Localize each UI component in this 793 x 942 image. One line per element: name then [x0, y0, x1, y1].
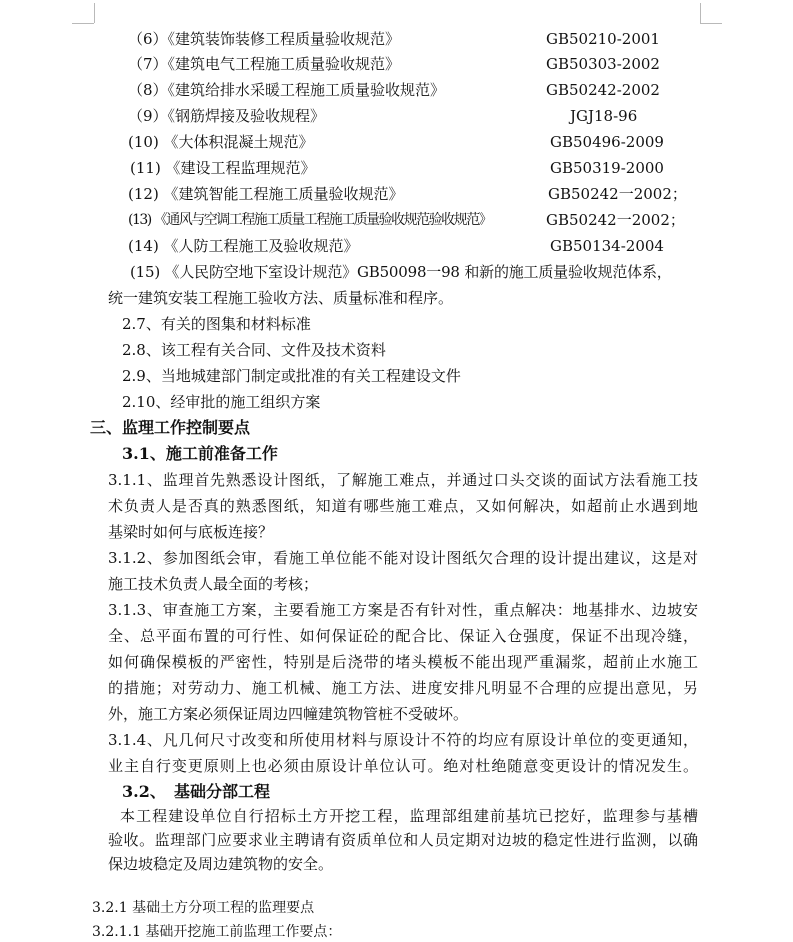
ref-6-label: （6）《建筑装饰装修工程质量验收规范》 — [128, 30, 401, 48]
ref-10-code: GB50496-2009 — [550, 133, 664, 151]
p313-line-4: 的措施；对劳动力、施工机械、施工方法、进度安排凡明显不合理的应提出意见，另 — [108, 679, 698, 697]
p312-line-2: 施工技术负责人最全面的考核； — [108, 575, 319, 593]
ref-11-code: GB50319-2000 — [550, 159, 664, 177]
p313-line-2: 全、总平面布置的可行性、如何保证砼的配合比、保证入仓强度，保证不出现冷缝， — [108, 627, 698, 645]
p314-line-2: 业主自行变更原则上也必须由原设计单位认可。绝对杜绝随意变更设计的情况发生。 — [108, 757, 698, 775]
ref-6-code: GB50210-2001 — [546, 30, 660, 48]
ref-7-label: （7）《建筑电气工程施工质量验收规范》 — [128, 55, 401, 73]
p312-line-1: 3.1.2、参加图纸会审，看施工单位能不能对设计图纸欠合理的设计提出建议，这是对 — [108, 549, 698, 567]
item-2-10: 2.10、经审批的施工组织方案 — [122, 393, 321, 411]
ref-13-label: (13) 《通风与空调工程施工质量工程施工质量验收规范验收规范》 — [128, 212, 492, 228]
ref-7-code: GB50303-2002 — [546, 55, 660, 73]
p314-line-1: 3.1.4、凡几何尺寸改变和所使用材料与原设计不符的均应有原设计单位的变更通知， — [108, 731, 698, 749]
corner-mark-right — [700, 3, 701, 23]
p32-line-3: 保边坡稳定及周边建筑物的安全。 — [108, 855, 334, 873]
corner-mark-left — [94, 3, 95, 23]
ref-8-label: （8）《建筑给排水采暖工程施工质量验收规范》 — [128, 81, 446, 99]
p311-line-3: 基梁时如何与底板连接？ — [108, 523, 274, 541]
ref-13-code: GB50242一2002； — [546, 211, 685, 229]
p32-line-1: 本工程建设单位自行招标土方开挖工程，监理部组建前基坑已挖好，监理参与基槽 — [120, 807, 698, 825]
ref-10-label: (10) 《大体积混凝土规范》 — [128, 133, 314, 151]
ref-11-label: (11) 《建设工程监理规范》 — [130, 159, 316, 177]
ref-14-label: (14) 《人防工程施工及验收规范》 — [128, 237, 359, 255]
section-3-heading: 三、监理工作控制要点 — [90, 418, 251, 437]
p313-line-1: 3.1.3、审查施工方案，主要看施工方案是否有针对性，重点解决：地基排水、边坡安 — [108, 601, 698, 619]
p311-line-1: 3.1.1、监理首先熟悉设计图纸，了解施工难点，并通过口头交谈的面试方法看施工技 — [108, 471, 698, 489]
item-2-8: 2.8、该工程有关合同、文件及技术资料 — [122, 341, 386, 359]
item-2-9: 2.9、当地城建部门制定或批准的有关工程建设文件 — [122, 367, 461, 385]
section-3-1-heading: 3.1、施工前准备工作 — [122, 444, 278, 463]
ref-9-label: （9）《钢筋焊接及验收规程》 — [128, 107, 326, 125]
p313-line-5: 外，施工方案必须保证周边四幢建筑物管桩不受破坏。 — [108, 705, 469, 723]
ref-15: (15) 《人民防空地下室设计规范》GB50098一98 和新的施工质量验收规范体系， — [130, 263, 672, 281]
p32-line-2: 验收。监理部门应要求业主聘请有资质单位和人员定期对边坡的稳定性进行监测，以确 — [108, 831, 698, 849]
ref-14-code: GB50134-2004 — [550, 237, 664, 255]
section-3-2-1-1-heading: 3.2.1.1 基础开挖施工前监理工作要点： — [92, 924, 342, 940]
ref-15-continuation: 统一建筑安装工程施工验收方法、质量标准和程序。 — [108, 289, 454, 307]
corner-mark-right-h — [700, 23, 722, 24]
section-3-2-1-heading: 3.2.1 基础土方分项工程的监理要点 — [92, 900, 315, 916]
corner-mark-left-h — [72, 23, 94, 24]
ref-12-code: GB50242一2002； — [548, 185, 687, 203]
ref-12-label: (12) 《建筑智能工程施工质量验收规范》 — [128, 185, 404, 203]
section-3-2-number: 3.2、 — [122, 782, 166, 801]
ref-8-code: GB50242-2002 — [546, 81, 660, 99]
p313-line-3: 如何确保模板的严密性，特别是后浇带的堵头模板不能出现严重漏浆，超前止水施工 — [108, 653, 698, 671]
section-3-2-heading: 基础分部工程 — [174, 782, 271, 801]
p311-line-2: 术负责人是否真的熟悉图纸，知道有哪些施工难点，又如何解决，如超前止水遇到地 — [108, 497, 698, 515]
ref-9-code: JGJ18-96 — [570, 107, 638, 125]
item-2-7: 2.7、有关的图集和材料标准 — [122, 315, 311, 333]
